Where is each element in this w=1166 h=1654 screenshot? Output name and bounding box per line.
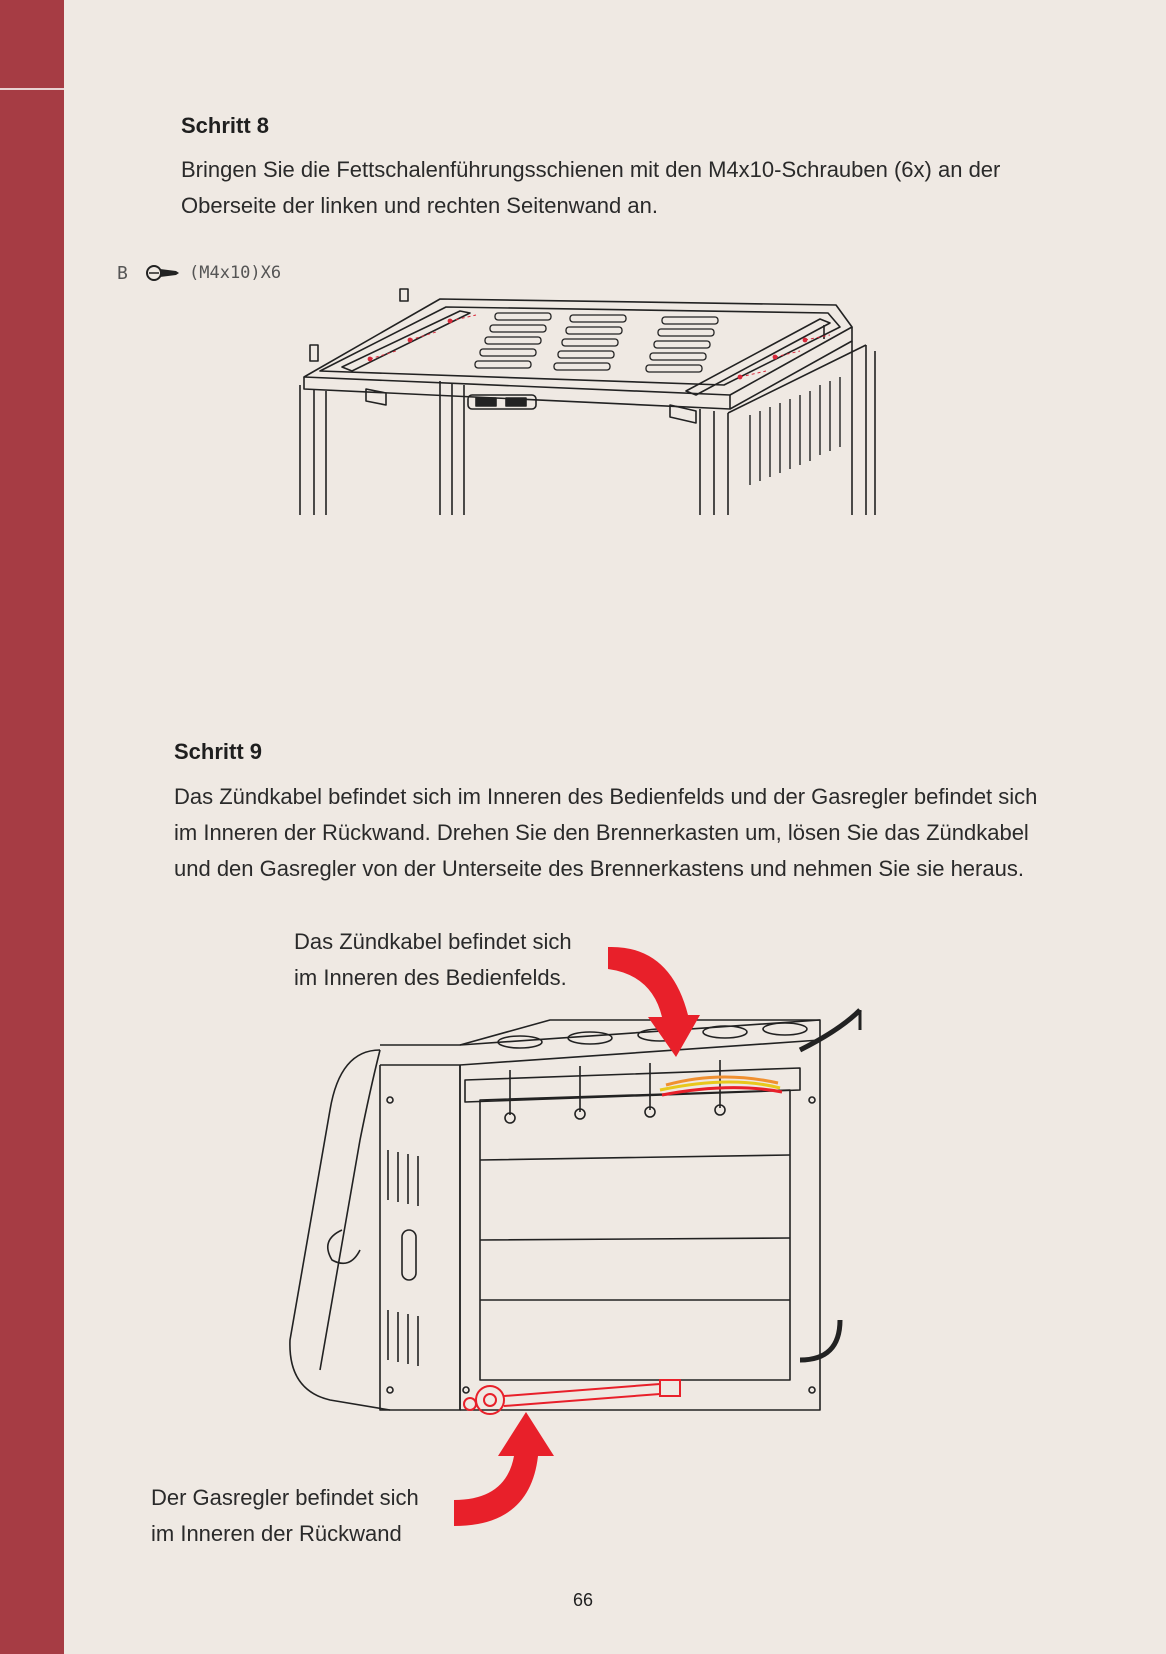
step-9-line-1: Das Zündkabel befindet sich im Inneren des Bedienfelds und der Gasregler befindet sich [174, 784, 1038, 809]
step-9-line-3: und den Gasregler von der Unterseite des Brennerkastens und nehmen Sie sie heraus. [174, 856, 1024, 881]
part-label: B [117, 263, 128, 284]
screw-spec: (M4x10)X6 [189, 263, 282, 283]
step-8-title: Schritt 8 [181, 113, 270, 138]
step-8-line-2: Oberseite der linken und rechten Seitenwand an. [181, 193, 658, 218]
frame-assembly-illustration [300, 285, 900, 515]
regulator-callout-line-1: Der Gasregler befindet sich [151, 1485, 419, 1510]
burner-box-illustration [280, 940, 900, 1460]
regulator-callout-line-2: im Inneren der Rückwand [151, 1521, 402, 1546]
ignition-callout-line-1: Das Zündkabel befindet sich [294, 929, 572, 954]
step-9-text [174, 779, 1037, 887]
step-8-text [181, 152, 1000, 224]
step-8-line-1: Bringen Sie die Fettschalenführungsschienen mit den M4x10-Schrauben (6x) an der [181, 157, 1001, 182]
ignition-callout-line-2: im Inneren des Bedienfelds. [294, 965, 567, 990]
gas-regulator-callout [151, 1480, 419, 1552]
page-number: 66 [572, 1590, 594, 1610]
sidebar-band [0, 0, 64, 1654]
step-9-line-2: im Inneren der Rückwand. Drehen Sie den Brennerkasten um, lösen Sie das Zündkabel [174, 820, 1029, 845]
step-9-title: Schritt 9 [174, 739, 263, 764]
screw-icon [146, 262, 180, 284]
regulator-arrow-icon [450, 1408, 570, 1533]
ignition-arrow-icon [600, 935, 720, 1070]
sidebar-divider [0, 88, 64, 90]
